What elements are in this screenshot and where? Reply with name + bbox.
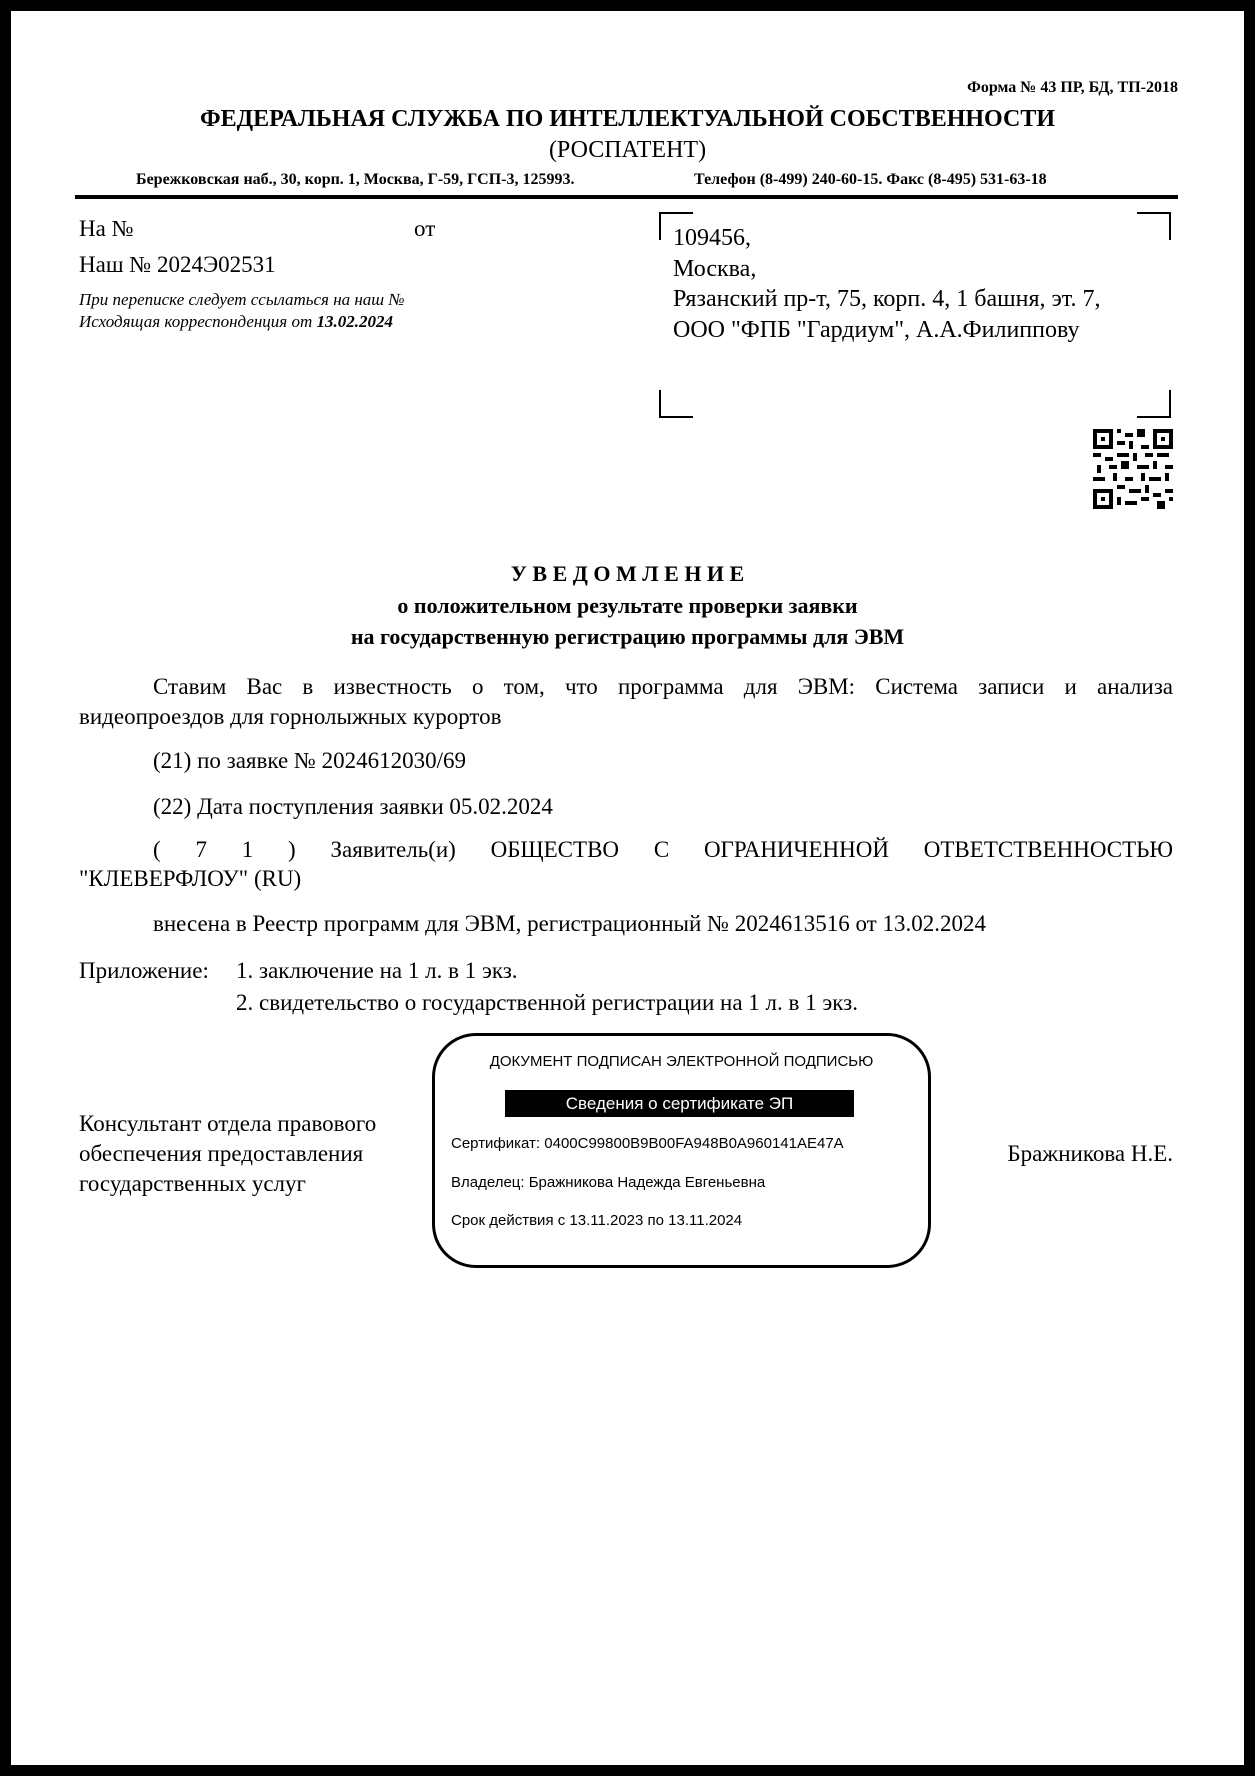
signer-name: Бражникова Н.Е. [1007,1141,1173,1166]
stamp-owner: Владелец: Бражникова Надежда Евгеньевна [451,1174,766,1191]
our-number: Наш № 2024Э02531 [79,252,276,277]
outgoing-date-note [79,313,393,330]
attachment-item: 2. свидетельство о государственной регистрации на 1 л. в 1 экз. [236,990,858,1015]
notice-subtitle: на государственную регистрацию программы для ЭВМ [350,624,905,649]
address-corner-br [1137,390,1171,418]
stamp-header: ДОКУМЕНТ ПОДПИСАН ЭЛЕКТРОННОЙ ПОДПИСЬЮ [489,1053,874,1070]
recipient-line: Москва, [673,256,757,282]
outgoing-label: Исходящая корреспонденция от [79,312,317,331]
applicant-line: "КЛЕВЕРФЛОУ" (RU) [79,866,302,891]
reference-ot: от [414,216,436,241]
organization-short-name: (РОСПАТЕНТ) [548,137,707,163]
signer-position: обеспечения предоставления [79,1141,364,1166]
notice-title: У В Е Д О М Л Е Н И Е [510,561,745,586]
organization-address: Бережковская наб., 30, корп. 1, Москва, Г-59, ГСП-3, 125993. [136,171,575,188]
registration-statement: внесена в Реестр программ для ЭВМ, регистрационный № 2024613516 от 13.02.2024 [153,911,986,936]
attachment-item: 1. заключение на 1 л. в 1 экз. [236,958,518,983]
address-corner-bl [659,390,693,418]
reference-na-no: На № [79,216,134,241]
address-corner-tr [1137,212,1171,240]
application-number: (21) по заявке № 2024612030/69 [153,748,467,773]
stamp-certificate: Сертификат: 0400C99800B9B00FA948B0A960141AE47A [451,1135,844,1152]
attachment-label: Приложение: [79,958,209,983]
applicant-line: ( 7 1 ) Заявитель(и) ОБЩЕСТВО С ОГРАНИЧЕННОЙ ОТВЕТСТВЕННОСТЬЮ [153,837,1173,862]
body-paragraph-line: видеопроездов для горнолыжных курортов [79,704,502,729]
stamp-validity: Срок действия с 13.11.2023 по 13.11.2024 [451,1212,743,1229]
recipient-line: Рязанский пр-т, 75, корп. 4, 1 башня, эт. 7, [673,286,1101,312]
outgoing-date: 13.02.2024 [316,312,393,331]
application-date: (22) Дата поступления заявки 05.02.2024 [153,794,553,819]
qr-code-icon [1093,429,1173,509]
correspondence-note: При переписке следует ссылаться на наш № [79,290,405,309]
signer-position: государственных услуг [79,1171,306,1196]
recipient-line: 109456, [673,225,751,251]
notice-subtitle: о положительном результате проверки заявки [397,593,858,618]
recipient-line: ООО "ФПБ "Гардиум", А.А.Филиппову [673,317,1080,343]
form-number: Форма № 43 ПР, БД, ТП-2018 [967,79,1178,96]
header-rule [75,195,1178,199]
organization-phone: Телефон (8-499) 240-60-15. Факс (8-495) 531-63-18 [694,171,1047,188]
stamp-certificate-bar: Сведения о сертификате ЭП [505,1090,854,1117]
organization-name: ФЕДЕРАЛЬНАЯ СЛУЖБА ПО ИНТЕЛЛЕКТУАЛЬНОЙ СОБСТВЕННОСТИ [199,106,1056,132]
signer-position: Консультант отдела правового [79,1111,377,1136]
body-paragraph-line: Ставим Вас в известность о том, что программа для ЭВМ: Система записи и анализа [153,674,1173,699]
